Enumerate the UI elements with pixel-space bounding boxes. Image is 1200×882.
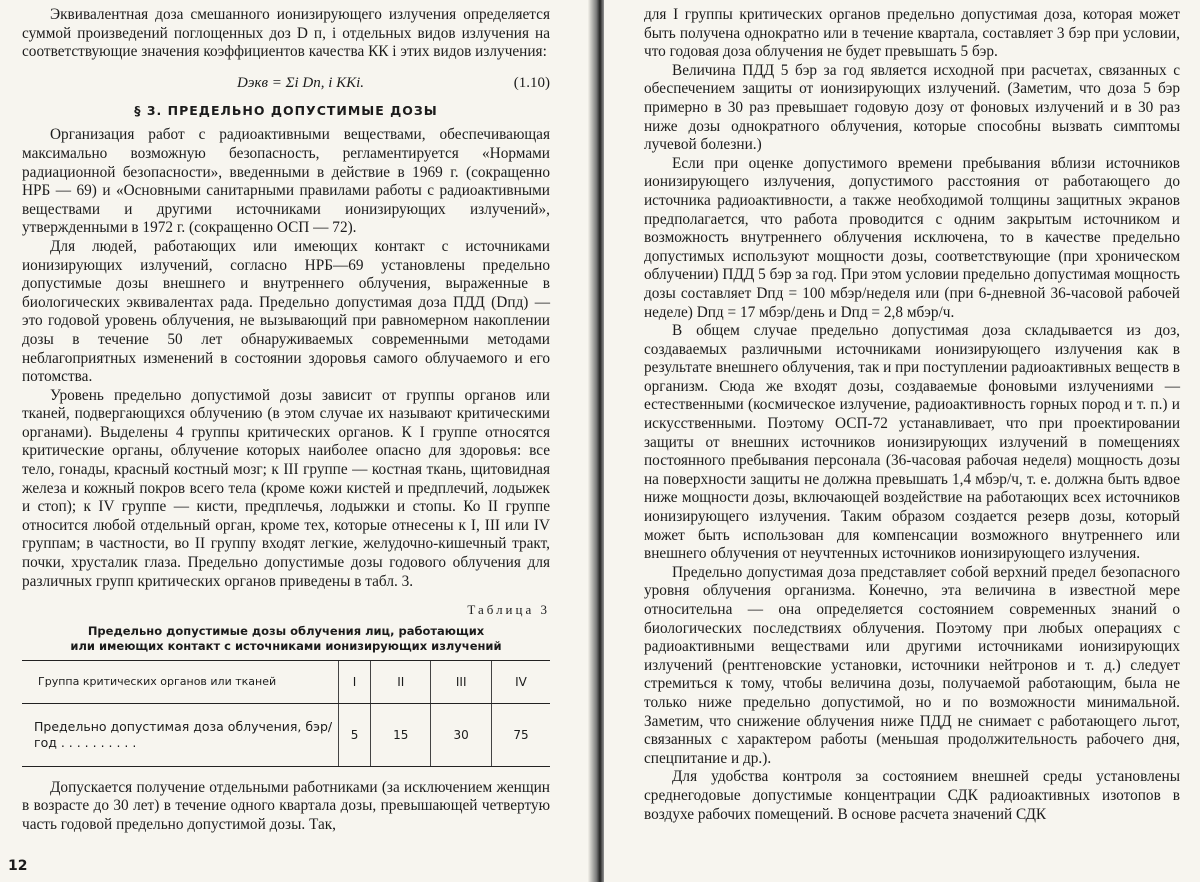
- left-text-column: [22, 6, 550, 835]
- table-header-cell: Группа критических органов или тканей: [22, 660, 339, 703]
- table-header-cell: IV: [491, 660, 550, 703]
- equation: [22, 62, 550, 100]
- right-text-column: [644, 6, 1180, 824]
- table-row-label: Предельно допустимая доза облучения, бэр/год . . . . . . . . . .: [22, 703, 339, 766]
- equation-number: (1.10): [513, 74, 550, 91]
- table-header-cell: III: [431, 660, 491, 703]
- paragraph: Уровень предельно допустимой дозы зависит от группы органов или тканей, подвергающихся облучению (в этом случае их называют критическими органами). Выделены 4 группы критических органов. К I группе относятся критические органы, облучение которых наиболее опасно для здоровья: все тело, гонады, красный костный мозг; к III группе — костная ткань, щитовидная железа и кожный покров всего тела (кроме кожи кистей и предплечий, лодыжек и стоп); к IV группе — кисти, предплечья, лодыжки и стопы. Ко II группе относится любой отдельный орган, кроме тех, которые отнесены к I, III или IV группам; в частности, во II группу входят легкие, желудочно-кишечный тракт, почки, хрусталик глаза. Предельно допустимые дозы годового облучения для различных групп критических органов приведены в табл. 3.: [22, 386, 550, 590]
- paragraph: Организация работ с радиоактивными веществами, обеспечивающая максимально возможную безопасность, регламентируется «Нормами радиационной безопасности», введенными в действие в 1969 г. (сокращенно НРБ — 69) и «Основными санитарными правилами работы с радиоактивными веществами и другими источниками ионизирующих излучений», утвержденными в 1972 г. (сокращенно ОСП — 72).: [22, 126, 550, 237]
- paragraph: Величина ПДД 5 бэр за год является исходной при расчетах, связанных с обеспечением защиты от ионизирующих излучений. (Заметим, что доза 5 бэр примерно в 30 раз превышает годовую дозу от фоновых излучений и в 30 раз ниже дозы однократного облучения, которые способны вызвать симптомы лучевой болезни.): [644, 61, 1180, 154]
- left-page: [0, 0, 596, 882]
- table-header-row: [22, 660, 550, 703]
- closing-paragraph: Допускается получение отдельными работниками (за исключением женщин в возрасте до 30 лет) в течение одного квартала дозы, превышающей четвертую часть годовой предельно допустимой дозы. Так,: [22, 778, 550, 833]
- table-row: [22, 703, 550, 766]
- dose-limits-table: [22, 660, 550, 767]
- paragraph: для I группы критических органов предельно допустимая доза, которая может быть получена однократно или в течение квартала, составляет 3 бэр при условии, что годовая доза облучения не будет превышать 5 бэр.: [644, 6, 1180, 61]
- paragraph: Если при оценке допустимого времени пребывания вблизи источников ионизирующего излучения, допустимого расстояния от работающего до источника радиоактивности, а также необходимой толщины защитных экранов предполагается, что работа проводится с одним закрытым источником и возможность внутреннего облучения исключена, то в качестве предельно допустимых используют мощности дозы, соответствующие (при хроническом облучении) ПДД 5 бэр за год. При этом условии предельно допустимая мощность дозы составляет Dпд = 100 мбэр/неделя или (при 6-дневной 36-часовой рабочей неделе) Dпд = 17 мбэр/день и Dпд = 2,8 мбэр/ч.: [644, 154, 1180, 321]
- right-page: [604, 0, 1200, 882]
- table-cell: 75: [491, 703, 550, 766]
- table-header-cell: I: [339, 660, 371, 703]
- page-number: 12: [8, 858, 28, 874]
- table-title-line: Предельно допустимые дозы облучения лиц, работающих: [87, 623, 485, 638]
- table-title: [22, 624, 550, 654]
- paragraph: В общем случае предельно допустимая доза складывается из доз, создаваемых различными источниками ионизирующего излучения как в результате внешнего облучения, так и при поступлении радиоактивных веществ в организм. Сюда же входят дозы, создаваемые фоновыми излучениями — естественными (космическое излучение, радиоактивность горных пород и т. п.) и искусственными. Поэтому ОСП-72 устанавливает, что при проектировании защиты от внешних источников ионизирующих излучений в помещениях постоянного пребывания персонала (36-часовая рабочая неделя) мощность дозы на поверхности защиты не должна превышать 1,4 мбэр/ч, т. е. должна быть вдвое ниже мощности дозы, включающей воздействие на работающих всех источников ионизирующего излучения. Таким образом создается резерв дозы, который может быть использован для компенсации возможного внутреннего или внешнего облучения от неучтенных источников ионизирующего излучения.: [644, 322, 1180, 563]
- table-cell: 30: [431, 703, 491, 766]
- equation-expression: Dэкв = Σi Dп, i ККi.: [237, 74, 365, 91]
- table-label: Таблица 3: [467, 602, 550, 618]
- table-cell: 15: [371, 703, 431, 766]
- table-title-line: или имеющих контакт с источниками ионизирующих излучений: [70, 638, 502, 653]
- paragraph: Предельно допустимая доза представляет собой верхний предел безопасного уровня облучения организма. Конечно, эта величина в известной мере относительна — она определяется состоянием современных знаний о биологических последствиях облучения. Поэтому при любых операциях с радиоактивными веществами или другими источниками ионизирующих излучений (рентгеновские установки, источники нейтронов и т. д.) следует стремиться к тому, чтобы величина дозы, получаемой работающим, была не только ниже предельно допустимой, но и по возможности минимальной. Заметим, что снижение облучения ниже ПДД не снимает с работающего льгот, связанных с характером работы (меньшая продолжительность рабочего дня, спецпитание и др.).: [644, 563, 1180, 767]
- paragraph: Для людей, работающих или имеющих контакт с источниками ионизирующих излучений, согласно НРБ—69 установлены предельно допустимые дозы внешнего и внутреннего облучения, выраженные в биологических эквивалентах рада. Предельно допустимая доза ПДД (Dпд) — это годовой уровень облучения, не вызывающий при равномерном накоплении дозы в течение 50 лет обнаруживаемых современными методами неблагоприятных изменений в состоянии здоровья самого облучаемого и его потомства.: [22, 237, 550, 386]
- intro-paragraph: Эквивалентная доза смешанного ионизирующего излучения определяется суммой произведений поглощенных доз D п, i отдельных видов излучения на соответствующие значения коэффициентов качества КК i этих видов излучения:: [22, 6, 550, 61]
- table-cell: 5: [339, 703, 371, 766]
- table-header-cell: II: [371, 660, 431, 703]
- paragraph: Для удобства контроля за состоянием внешней среды установлены среднегодовые допустимые концентрации СДК радиоактивных изотопов в воздухе рабочих помещений. В основе расчета значений СДК: [644, 768, 1180, 823]
- section-title: § 3. ПРЕДЕЛЬНО ДОПУСТИМЫЕ ДОЗЫ: [134, 102, 438, 118]
